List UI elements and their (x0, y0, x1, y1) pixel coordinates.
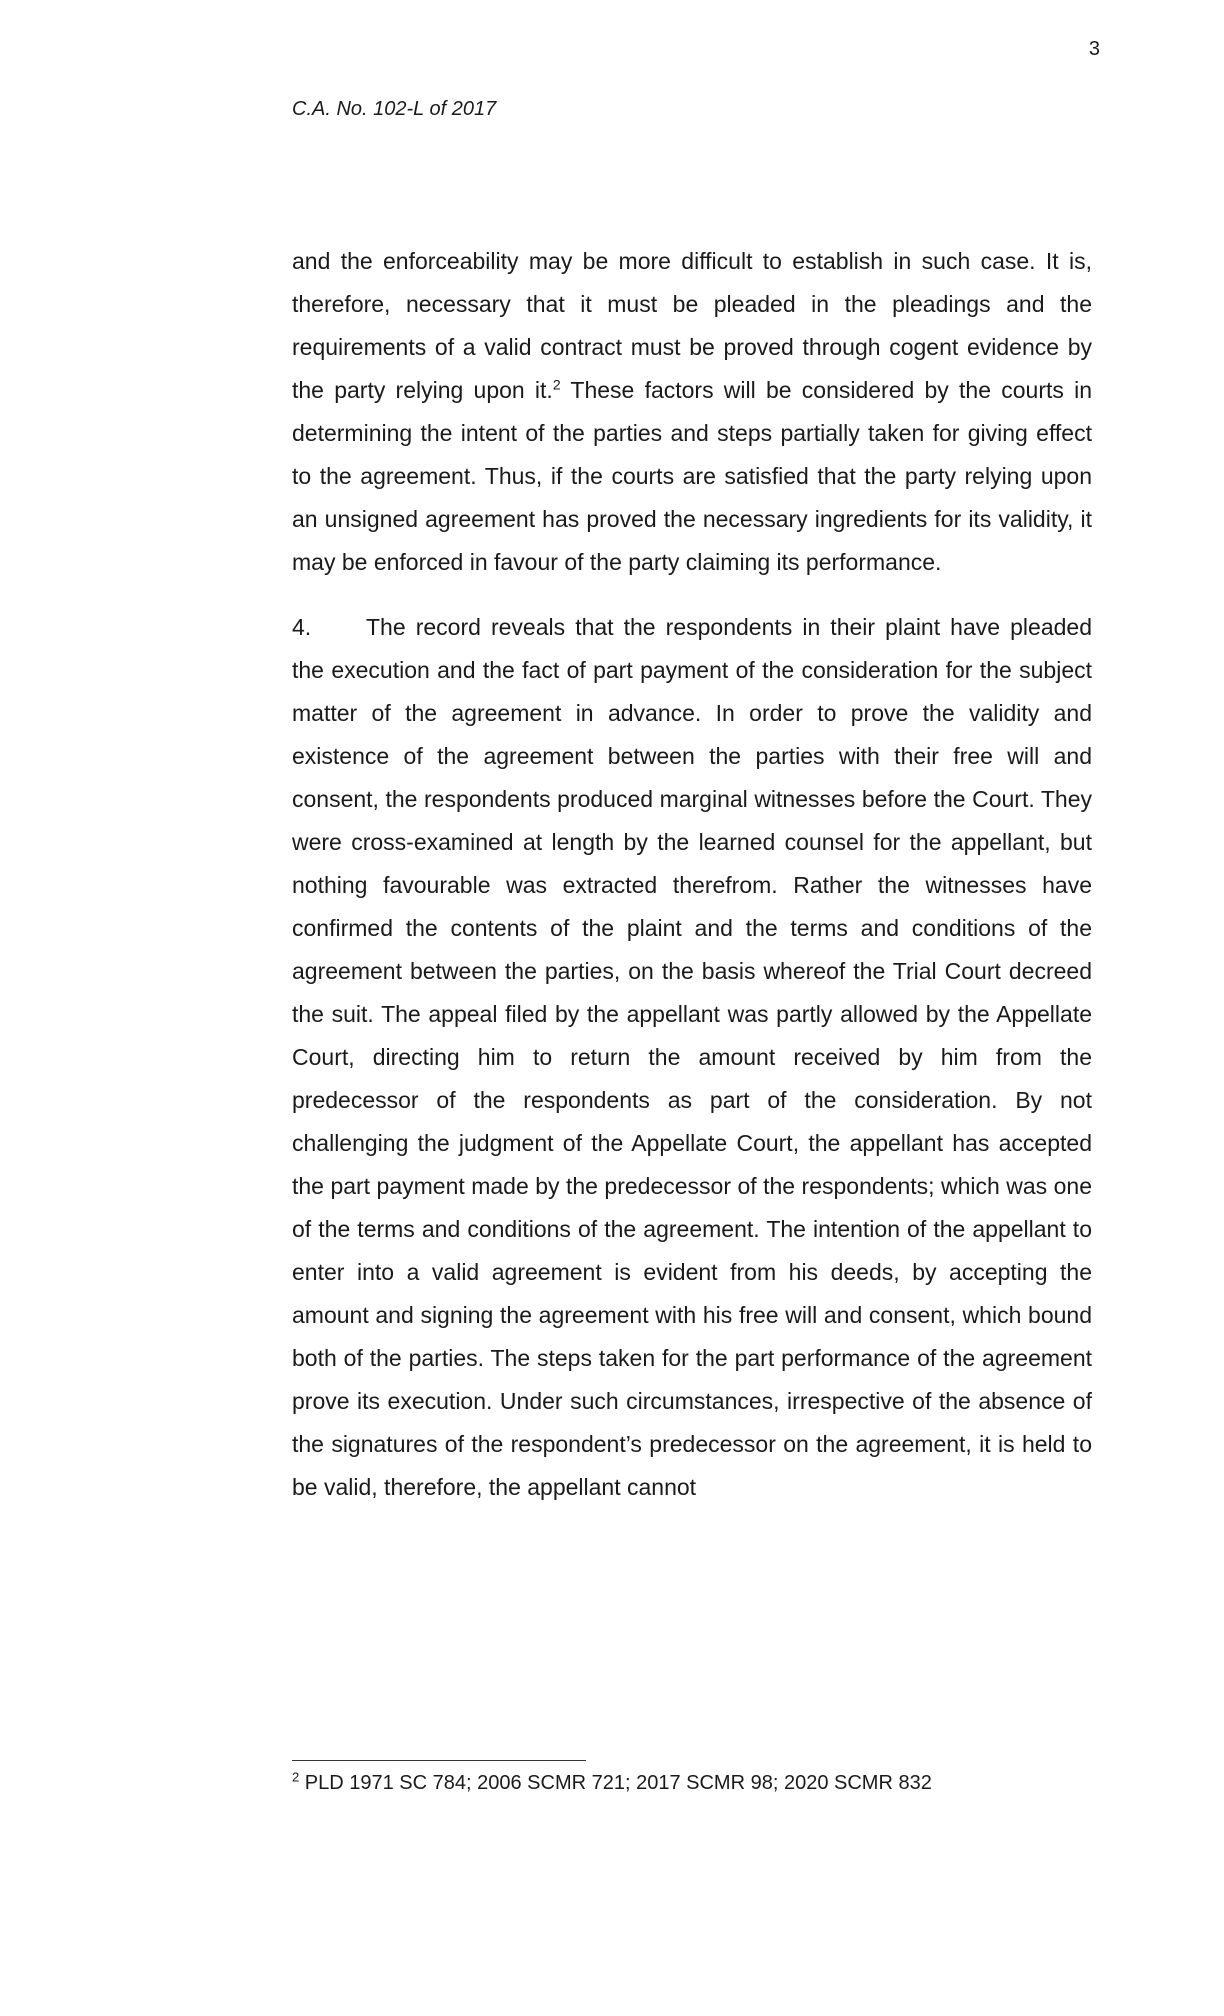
paragraph-text: The record reveals that the respondents in their plaint have pleaded the execution and the fact of part payment of the consideration for the subject matter of the agreement in advance. In order to prove the validity and existence of the agreement between the parties with their free will and consent, the respondents produced marginal witnesses before the Court. They were cross-examined at length by the learned counsel for the appellant, but nothing favourable was extracted therefrom. Rather the witnesses have confirmed the contents of the plaint and the terms and conditions of the agreement between the parties, on the basis whereof the Trial Court decreed the suit. The appeal filed by the appellant was partly allowed by the Appellate Court, directing him to return the amount received by him from the predecessor of the respondents as part of the consideration. By not challenging the judgment of the Appellate Court, the appellant has accepted the part payment made by the predecessor of the respondents; which was one of the terms and conditions of the agreement. The intention of the appellant to enter into a valid agreement is evident from his deeds, by accepting the amount and signing the agreement with his free will and consent, which bound both of the parties. The steps taken for the part performance of the agreement prove its execution. Under such circumstances, irrespective of the absence of the signatures of the respondent’s predecessor on the agreement, it is held to be valid, therefore, the appellant cannot (292, 614, 1092, 1500)
paragraph-number: 4. (292, 614, 312, 640)
page-number: 3 (1088, 38, 1100, 60)
paragraph-4 (292, 606, 1092, 1509)
footnote-text: PLD 1971 SC 784; 2006 SCMR 721; 2017 SCMR 98; 2020 SCMR 832 (299, 1772, 932, 1794)
footnote-marker: 2 (292, 1769, 300, 1785)
footnote (292, 1770, 1092, 1796)
footnote-reference: 2 (552, 376, 561, 393)
body-text (292, 240, 1092, 1509)
paragraph-text: These factors will be considered by the courts in determining the intent of the parties and steps partially taken for giving effect to the agreement. Thus, if the courts are satisfied that the party relying upon an unsigned agreement has proved the necessary ingredients for its validity, it may be enforced in favour of the party claiming its performance. (292, 377, 1092, 575)
paragraph-continuation (292, 240, 1092, 584)
footnote-divider (292, 1760, 586, 1761)
paragraph-text: and the enforceability may be more difficult to establish in such case. It is, therefore, necessary that it must be pleaded in the pleadings and the requirements of a valid contract must be proved through cogent evidence by the party relying upon it. (292, 248, 1092, 403)
case-header: C.A. No. 102-L of 2017 (292, 98, 497, 120)
